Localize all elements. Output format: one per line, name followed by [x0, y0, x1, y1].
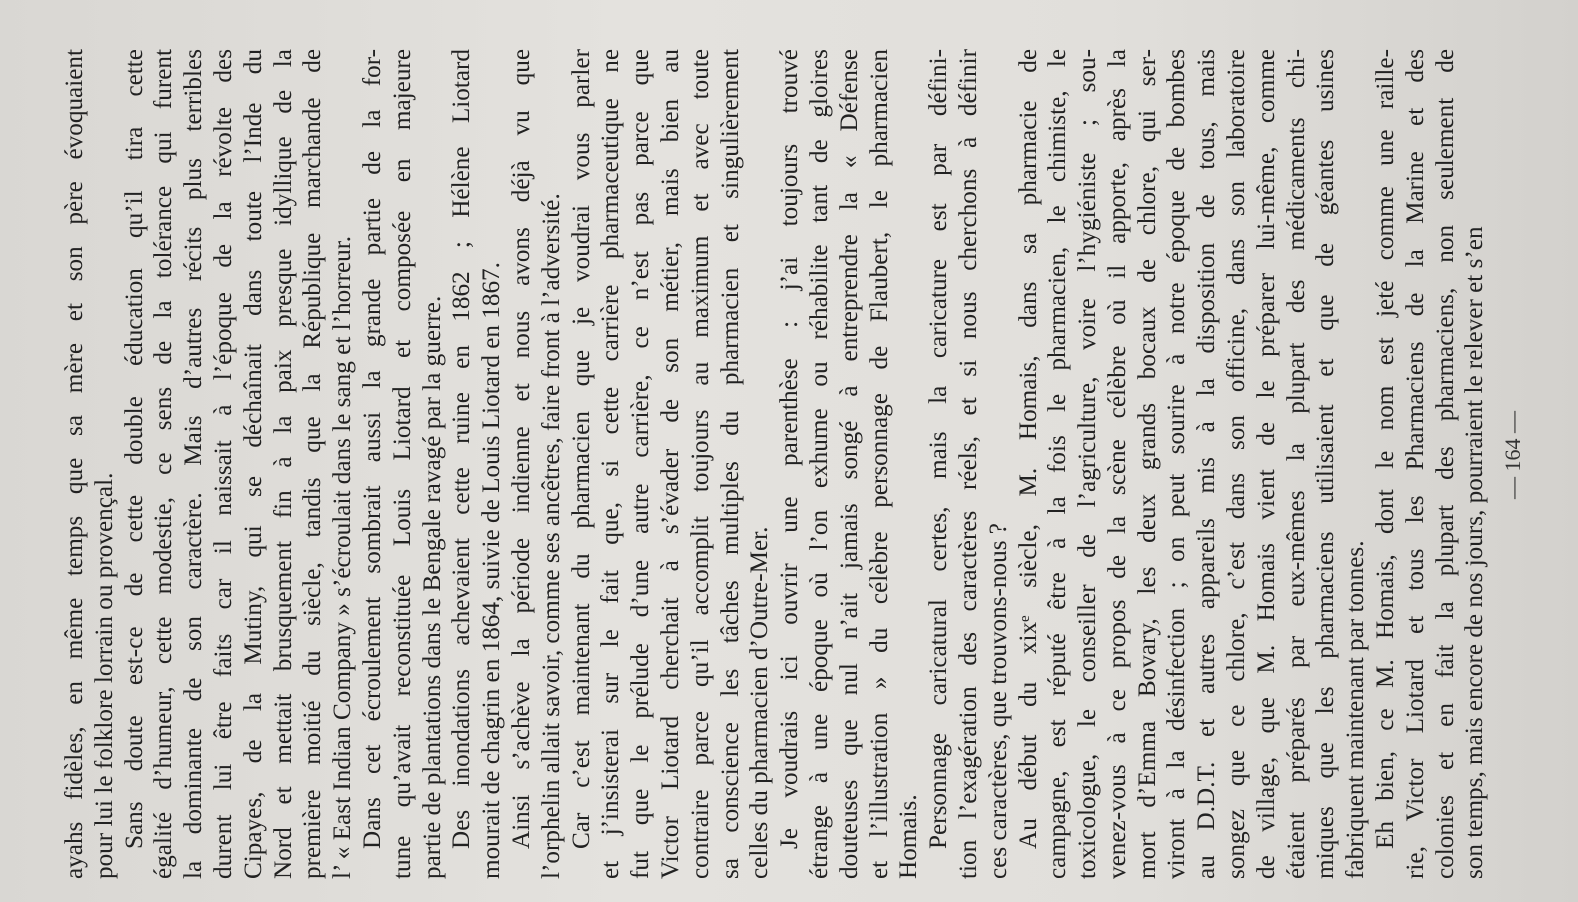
- text-line: Des inondations achevaient cette ruine en 1862 ; Hélène Liotard: [448, 49, 476, 849]
- text-line: rie, Victor Liotard et tous les Pharmaciens de la Marine et des: [1401, 49, 1429, 879]
- text-line: la dominante de son caractère. Mais d’autres récits plus terribles: [180, 49, 208, 879]
- text-line: et j’insisterai sur le fait que, si cette carrière pharmaceutique ne: [597, 49, 625, 879]
- text-line: songez que ce chlore, c’est dans son officine, dans son laboratoire: [1223, 49, 1251, 879]
- text-line: Car c’est maintenant du pharmacien que je voudrai vous parler: [567, 49, 595, 849]
- text-line: miques que les pharmaciens utilisaient et que de géantes usines: [1312, 49, 1340, 879]
- rotated-text-block: [60, 49, 1490, 879]
- text-line: tion l’exagération des caractères réels, et si nous cherchons à définir: [954, 49, 982, 879]
- text-line: Victor Liotard cherchait à s’évader de son métier, mais bien au: [656, 49, 684, 879]
- paragraph: [447, 49, 507, 879]
- paragraph: [924, 49, 1013, 879]
- paragraph: [1371, 49, 1490, 879]
- text-line: durent lui être faits car il naissait à l’époque de la révolte des: [209, 49, 237, 879]
- paragraph: [358, 49, 447, 879]
- text-line: au D.D.T. et autres appareils mis à la disposition de tous, mais: [1193, 49, 1221, 879]
- text-line: venez-vous à ce propos de la scène célèbre où il apporte, après la: [1103, 49, 1131, 879]
- text-line: Nord et mettait brusquement fin à la paix presque idyllique de la: [269, 49, 297, 879]
- text-line: partie de plantations dans le Bengale ravagé par la guerre.: [418, 295, 446, 879]
- text-line: Au début du xixᵉ siècle, M. Homais, dans sa pharmacie de: [1014, 49, 1042, 849]
- text-line: son temps, mais encore de nos jours, pourraient le relever et s’en: [1461, 226, 1489, 879]
- text-line: douteuses que nul n’ait jamais songé à entreprendre la « Défense: [835, 49, 863, 879]
- text-line: contraire parce qu’il accomplit toujours au maximum et avec toute: [686, 49, 714, 879]
- text-line: et l’illustration » du célèbre personnage de Flaubert, le pharmacien: [865, 49, 893, 879]
- paragraph: [60, 49, 120, 879]
- text-line: toxicologue, le conseiller de l’agriculture, voire l’hygiéniste ; sou-: [1074, 49, 1102, 879]
- paragraph: [775, 49, 924, 879]
- page-number-label: — 164 —: [1500, 411, 1525, 499]
- text-line: celles du pharmacien d’Outre-Mer.: [746, 526, 774, 879]
- paragraph: [120, 49, 358, 879]
- paragraph: [1014, 49, 1372, 879]
- text-line: Je voudrais ici ouvrir une parenthèse : j’ai toujours trouvé: [776, 49, 804, 849]
- text-line: pour lui le folklore lorrain ou provençal.: [90, 472, 118, 879]
- text-line: égalité d’humeur, cette modestie, ce sens de la tolérance qui furent: [150, 49, 178, 879]
- text-line: ces caractères, que trouvons-nous ?: [984, 523, 1012, 879]
- text-line: Homais.: [895, 794, 923, 879]
- text-line: fut que le prélude d’une autre carrière, ce n’est pas parce que: [627, 49, 655, 879]
- text-line: Eh bien, ce M. Homais, dont le nom est jeté comme une raille-: [1372, 49, 1400, 849]
- text-line: Sans doute est-ce de cette double éducation qu’il tira cette: [120, 49, 148, 849]
- text-line: Ainsi s’achève la période indienne et nous avons déjà vu que: [507, 49, 535, 849]
- text-line: Cipayes, de la Mutiny, qui se déchaînait dans toute l’Inde du: [239, 49, 267, 879]
- text-line: campagne, est réputé être à la fois le pharmacien, le chimiste, le: [1044, 49, 1072, 879]
- text-line: ayahs fidèles, en même temps que sa mère et son père évoquaient: [61, 49, 88, 879]
- paragraph: [507, 49, 567, 879]
- text-line: fabriquent maintenant par tonnes.: [1342, 540, 1370, 879]
- text-line: mourait de chagrin en 1864, suivie de Louis Liotard en 1867.: [478, 262, 506, 879]
- body-text: [60, 49, 1490, 879]
- text-line: Dans cet écroulement sombrait aussi la grande partie de la for-: [358, 49, 386, 849]
- text-line: première moitié du siècle, tandis que la République marchande de: [299, 49, 327, 879]
- text-line: viront à la désinfection ; on peut sourire à notre époque de bombes: [1163, 49, 1191, 879]
- text-line: étaient préparés par eux-mêmes la plupart des médicaments chi-: [1282, 49, 1310, 879]
- text-line: colonies et en fait la plupart des pharmaciens, non seulement de: [1431, 49, 1459, 879]
- text-line: Personnage caricatural certes, mais la caricature est par défini-: [925, 49, 953, 849]
- text-line: étrange à une époque où l’on exhume ou réhabilite tant de gloires: [805, 49, 833, 879]
- text-line: tune qu’avait reconstituée Louis Liotard et composée en majeure: [388, 49, 416, 879]
- paragraph: [567, 49, 776, 879]
- text-line: l’ « East Indian Company » s’écroulait dans le sang et l’horreur.: [329, 235, 357, 879]
- page-number: [1500, 395, 1540, 515]
- text-line: de village, que M. Homais vient de le préparer lui-même, comme: [1252, 49, 1280, 879]
- text-line: l’orphelin allait savoir, comme ses ancêtres, faire front à l’adversité.: [537, 193, 565, 879]
- text-line: sa conscience les tâches multiples du pharmacien et singulièrement: [716, 49, 744, 879]
- text-line: mort d’Emma Bovary, les deux grands bocaux de chlore, qui ser-: [1133, 49, 1161, 879]
